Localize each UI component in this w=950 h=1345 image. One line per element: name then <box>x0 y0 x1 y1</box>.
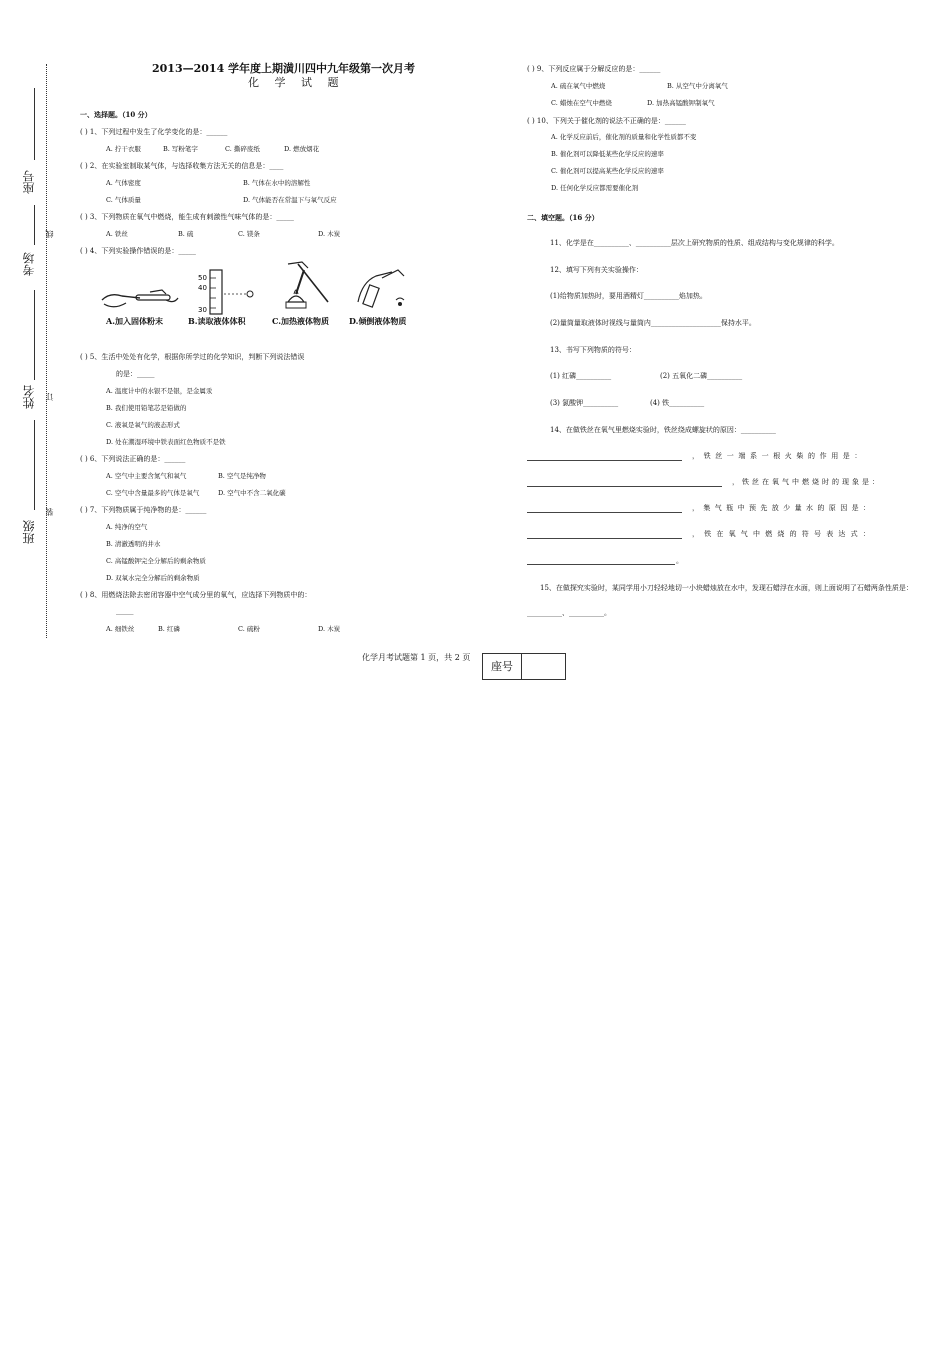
q2-option-a: A. 气体密度 <box>106 179 141 187</box>
q15-blanks: __________、__________。 <box>527 609 611 617</box>
q13-3: (3) 氯酸钾__________ <box>550 399 619 407</box>
q2-stem: ( ) 2、在实验室制取某气体，与选择收集方法无关的信息是：____ <box>80 162 284 170</box>
q3-option-b: B. 硫 <box>178 230 194 238</box>
section2-heading: 二、填空题。（16 分） <box>527 213 599 222</box>
q9-option-c: C. 蜡烛在空气中燃烧 <box>551 99 612 107</box>
q10-stem: ( ) 10、下列关于催化剂的说法不正确的是：______ <box>527 117 686 125</box>
q14-blank-4[interactable] <box>527 538 682 539</box>
q10-option-d: D. 任何化学反应都需要催化剂 <box>551 184 639 192</box>
binding-ding: 订 <box>45 393 54 401</box>
mark-50: 50 <box>198 274 207 282</box>
q10-option-b: B. 催化剂可以降低某些化学反应的速率 <box>551 150 664 158</box>
q10-option-a: A. 化学反应前后，催化剂的质量和化学性质都不变 <box>551 133 697 141</box>
q14-line-1: ，铁丝一端系一根火柴的作用是： <box>692 452 866 460</box>
q7-option-a: A. 纯净的空气 <box>106 523 148 531</box>
q8-option-b: B. 红磷 <box>158 625 180 633</box>
q12: 12、填写下列有关实验操作： <box>550 266 643 274</box>
q3-option-a: A. 铁丝 <box>106 230 128 238</box>
q5-option-a: A. 温度计中的水银不是银，是金属汞 <box>106 387 213 395</box>
name-line <box>34 290 35 380</box>
heat-liquid-figure <box>268 258 338 316</box>
section1-heading: 一、选择题。（10 分） <box>80 110 152 119</box>
q10-option-c: C. 催化剂可以提高某些化学反应的速率 <box>551 167 664 175</box>
q3-option-d: D. 木炭 <box>318 230 341 238</box>
q14: 14、在做铁丝在氧气里燃烧实验时，铁丝绕成螺旋状的原因：__________ <box>550 426 776 434</box>
binding-xian: 线 <box>45 230 54 238</box>
q13: 13、书写下列物质的符号： <box>550 346 636 354</box>
q5-option-d: D. 处在潮湿环境中铁表面红色物质不是铁 <box>106 438 226 446</box>
q12-2: (2)量筒量取液体时视线与量筒内____________________保持水平。 <box>550 319 756 327</box>
seat-box <box>482 653 566 680</box>
exam-room-label: 考场 <box>22 252 36 276</box>
q7-option-d: D. 双氧水完全分解后的剩余物质 <box>106 574 200 582</box>
q4-caption-a: A.加入固体粉末 <box>106 316 163 326</box>
class-label: 班级 <box>22 520 36 544</box>
q6-option-b: B. 空气是纯净物 <box>218 472 266 480</box>
q5-option-c: C. 液氧是氧气的液态形式 <box>106 421 180 429</box>
q1-option-c: C. 撕碎废纸 <box>225 145 260 153</box>
q7-stem: ( ) 7、下列物质属于纯净物的是：______ <box>80 506 207 514</box>
q4-caption-c: C.加热液体物质 <box>272 316 330 326</box>
q13-1: (1) 红磷__________ <box>550 372 612 380</box>
q6-stem: ( ) 6、下列说法正确的是：______ <box>80 455 186 463</box>
q8-option-a: A. 细铁丝 <box>106 625 135 633</box>
q6-option-c: C. 空气中含量最多的气体是氧气 <box>106 489 200 497</box>
q14-line-3: ，集气瓶中预先放少量水的原因是： <box>692 504 875 512</box>
q6-option-d: D. 空气中不含二氧化碳 <box>218 489 286 497</box>
name-label: 姓名 <box>22 385 36 409</box>
seat-box-label: 座号 <box>483 654 522 679</box>
q8-option-d: D. 木炭 <box>318 625 341 633</box>
page-footer: 化学月考试题第 1 页，共 2 页 <box>362 653 471 662</box>
q14-line-4: ，铁在氧气中燃烧的符号表达式： <box>692 530 875 538</box>
q13-2: (2) 五氧化二磷__________ <box>660 372 743 380</box>
q2-option-c: C. 气体质量 <box>106 196 141 204</box>
q3-stem: ( ) 3、下列物质在氧气中燃烧，能生成有刺激性气味气体的是：_____ <box>80 213 294 221</box>
q1-option-a: A. 拧干衣服 <box>106 145 141 153</box>
q4-caption-b: B.读取液体体积 <box>188 316 246 326</box>
mark-30: 30 <box>198 306 207 314</box>
q14-blank-5[interactable] <box>527 564 675 565</box>
q14-blank-3[interactable] <box>527 512 682 513</box>
q8-stem2: _____ <box>116 607 134 615</box>
q15: 15、在做探究实验时，某同学用小刀轻轻地切一小块蜡烛放在水中，发现石蜡浮在水面，则上面说明了石蜡两条性质是： <box>540 584 913 592</box>
binding-dotted-line <box>46 64 47 638</box>
q14-end: 。 <box>676 557 683 565</box>
q1-option-b: B. 写粉笔字 <box>163 145 198 153</box>
q5-option-b: B. 我们使用铅笔芯是铅做的 <box>106 404 187 412</box>
exam-title: 2013—2014 学年度上期潢川四中九年级第一次月考 <box>152 62 416 75</box>
q1-option-d: D. 燃放烟花 <box>284 145 320 153</box>
q8-option-c: C. 硫粉 <box>238 625 260 633</box>
seat-no-line <box>34 88 35 160</box>
q11: 11、化学是在__________、__________层次上研究物质的性质、组成结构与变化规律的科学。 <box>550 239 839 247</box>
q8-stem: ( ) 8、用燃烧法除去密闭容器中空气成分里的氧气，应选择下列物质中的： <box>80 591 312 599</box>
q6-option-a: A. 空气中主要含氮气和氧气 <box>106 472 187 480</box>
q2-option-b: B. 气体在水中的溶解性 <box>243 179 311 187</box>
read-volume-figure <box>196 268 258 316</box>
exam-room-line <box>34 205 35 245</box>
exam-subtitle: 化 学 试 题 <box>248 76 345 89</box>
add-powder-figure <box>100 270 180 315</box>
q9-option-b: B. 从空气中分离氧气 <box>667 82 728 90</box>
q9-option-a: A. 硫在氧气中燃烧 <box>551 82 606 90</box>
mark-40: 40 <box>198 284 207 292</box>
q1-stem: ( ) 1、下列过程中发生了化学变化的是：______ <box>80 128 228 136</box>
q4-caption-d: D.倾倒液体物质 <box>349 316 407 326</box>
q14-blank-1[interactable] <box>527 460 682 461</box>
binding-zhuang: 装 <box>45 508 54 516</box>
class-line <box>34 420 35 510</box>
q9-stem: ( ) 9、下列反应属于分解反应的是：______ <box>527 65 661 73</box>
q4-stem: ( ) 4、下列实验操作错误的是：_____ <box>80 247 196 255</box>
pour-liquid-figure <box>352 262 412 314</box>
q14-line-2: ，铁丝在氧气中燃烧时的现象是： <box>732 478 882 486</box>
q3-option-c: C. 镁条 <box>238 230 260 238</box>
q12-1: (1)给物质加热时，要用酒精灯__________焰加热。 <box>550 292 707 300</box>
seat-no-label: 座号 <box>22 170 36 194</box>
q2-option-d: D. 气体能否在常温下与氧气反应 <box>243 196 337 204</box>
q9-option-d: D. 加热高锰酸钾制氧气 <box>647 99 715 107</box>
q5-stem2: 的是：_____ <box>116 370 155 378</box>
q13-4: (4) 铁__________ <box>650 399 705 407</box>
q7-option-c: C. 高锰酸钾完全分解后的剩余物质 <box>106 557 206 565</box>
q14-blank-2[interactable] <box>527 486 722 487</box>
q5-stem: ( ) 5、生活中处处有化学，根据你所学过的化学知识，判断下列说法错误 <box>80 353 305 361</box>
q7-option-b: B. 清澈透明的井水 <box>106 540 161 548</box>
